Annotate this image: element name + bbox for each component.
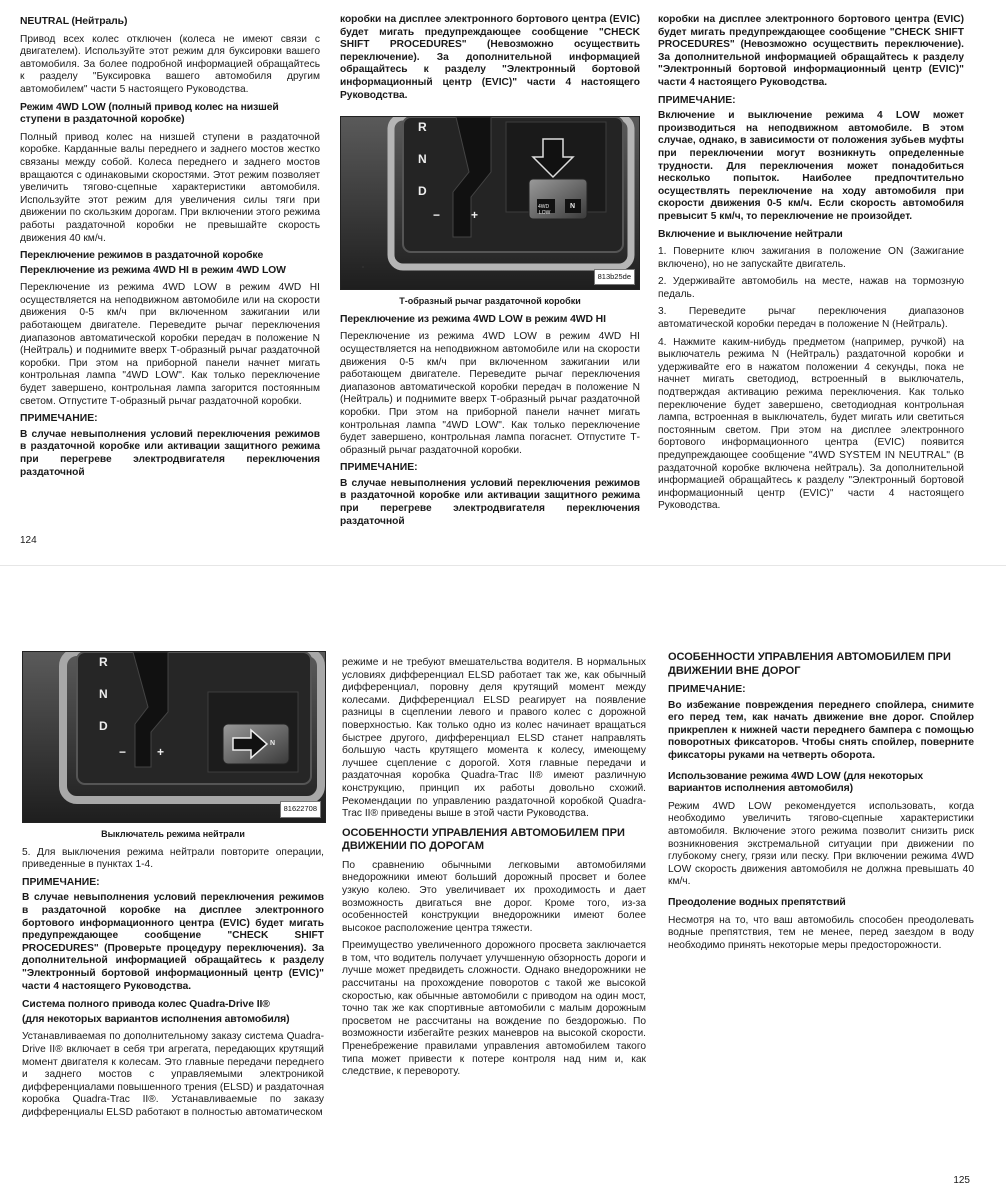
figure-code: 813b25de — [594, 269, 635, 286]
note-text: В случае невыполнения условий переключения режимов в раздаточной коробке или активации защитного режима при перегреве электродвигателя переключения раздаточной — [340, 477, 640, 527]
minus-label: − — [433, 208, 441, 223]
step-5: 5. Для выключения режима нейтрали повторите операции, приведенные в пунктах 1-4. — [22, 846, 324, 871]
button-n-label: N — [570, 203, 576, 211]
note-title: ПРИМЕЧАНИЕ: — [668, 684, 746, 695]
gear-label-r: R — [418, 120, 427, 135]
figure-code: 81622708 — [280, 801, 321, 818]
note-text: Включение и выключение режима 4 LOW может производиться на неподвижном автомобиле. В этом случае, однако, в зависимости от положения зубьев муфты при переключении могут возникнуть определенные трудности. Для переключения может понадобиться несколько попыток. Наиболее предпочтительно осуществлять переключение на ходу автомобиля при скорости движения 0-5 км/ч. Если скорость автомобиля превысит 5 км/ч, то переключение не произойдет. — [658, 110, 964, 222]
heading-quadra-drive: Система полного привода колес Quadra-Drive II® — [22, 999, 270, 1011]
page-124 — [0, 0, 1006, 565]
page124-column-2 — [340, 14, 640, 533]
heading-neutral-on-off: Включение и выключение нейтрали — [658, 228, 843, 240]
page-125 — [0, 595, 1006, 1200]
step-2: 2. Удерживайте автомобиль на месте, нажав на тормозную педаль. — [658, 276, 964, 300]
gear-label-d: D — [418, 184, 427, 199]
note-title: ПРИМЕЧАНИЕ: — [658, 94, 736, 106]
paragraph-quadra-drive: Устанавливаемая по дополнительному заказу система Quadra-Drive II® включает в себя три агрегата, передающих крутящий момент двигателя к колесам. Это главные передачи переднего и заднего мостов с управляемыми электроникой дифференциалами повышенного трения (ELSD) и раздаточная коробка Quadra-Trac II®. Устанавливаемые по заказу дифференциалы ELSD работают в полностью автоматическом — [22, 1031, 324, 1118]
heading-low-to-hi: Переключение из режима 4WD LOW в режим 4WD HI — [340, 313, 606, 325]
gear-label-r: R — [99, 655, 108, 669]
page-separator — [0, 565, 1006, 596]
paragraph-elsd-continuation: режиме и не требуют вмешательства водителя. В нормальных условиях дифференциал ELSD работает так же, как обычный дифференциал, поровну деля крутящий момент между колесами. Дифференциал ELSD реагирует на появление разницы в сцеплении левого и правого колес с дорожной поверхностью. Как только одно из колес начинает вращаться быстрее другого, дифференциал ELSD станет направлять большую часть крутящего момента к колесу, имеющему лучшее сцепление с дорогой. Хотя главные передачи и раздаточная коробка Quadra-Trac II® имеют различную конструкцию, принцип их работы довольно схожий. Рекомендации по управлению раздаточной коробкой Quadra-Trac II® приведены выше в этой части Руководства. — [342, 657, 646, 820]
gear-shifter-illustration — [341, 117, 639, 289]
step-3: 3. Переведите рычаг переключения диапазонов автоматической коробки передач в положение N (Нейтраль). — [658, 306, 964, 331]
neutral-switch-figure — [22, 651, 326, 823]
page125-column-2 — [342, 657, 646, 1084]
paragraph-on-road-1: По сравнению обычными легковыми автомобилями внедорожники имеют больший дорожный просвет и более узкую колею. Это увеличивает их проходимость и дает возможность двигаться вне дорог. Кроме того, из-за особенностей конструкции внедорожники имеют более высокое расположение центра тяжести. — [342, 859, 646, 934]
figure-caption: Выключатель режима нейтрали — [101, 829, 245, 839]
heading-transfer-switching: Переключение режимов в раздаточной коробке — [20, 250, 264, 262]
heading-neutral: NEUTRAL (Нейтраль) — [20, 16, 128, 27]
heading-4wd-low-usage: Использование режима 4WD LOW (для некоторых вариантов исполнения автомобиля) — [668, 770, 924, 795]
note-title: ПРИМЕЧАНИЕ: — [340, 462, 418, 474]
step-1: 1. Поверните ключ зажигания в положение ON (Зажигание включено), но не запускайте двигатель. — [658, 246, 964, 270]
note-text: Во избежание повреждения переднего спойлера, снимите его перед тем, как начать движение вне дорог. Спойлер прикреплен к нижней части переднего бампера с помощью поворотных фиксаторов. Чтобы снять спойлер, поверните фиксаторы руками на четверть оборота. — [668, 699, 974, 761]
button-n-label: N — [270, 740, 276, 747]
page124-column-3 — [658, 14, 964, 518]
paragraph-evic-continuation: коробки на дисплее электронного бортового центра (EVIC) будет мигать предупреждающее сообщение "CHECK SHIFT PROCEDURES" (Невозможно осуществить переключение). За дополнительной информацией обращайтесь к разделу "Электронный бортовой информационный центр (EVIC)" части 4 настоящего Руководства. — [340, 14, 640, 101]
note-text: В случае невыполнения условий переключения режимов в раздаточной коробке или активации защитного режима при перегреве электродвигателя переключения раздаточной — [20, 428, 320, 478]
note-title: ПРИМЕЧАНИЕ: — [20, 413, 98, 425]
gear-label-d: D — [99, 719, 108, 733]
heading-hi-to-low: Переключение из режима 4WD HI в режим 4WD LOW — [20, 264, 286, 276]
page125-column-1 — [22, 651, 324, 1124]
button-low-label: LOW — [539, 210, 551, 217]
page125-column-3 — [668, 651, 974, 957]
gear-shifter-illustration — [23, 652, 325, 822]
paragraph-evic-continuation: коробки на дисплее электронного бортового центра (EVIC) будет мигать предупреждающее сообщение "CHECK SHIFT PROCEDURES" (Невозможно осуществить переключение). За дополнительной информацией обращайтесь к разделу "Электронный бортовой информационный центр (EVIC)" части 4 настоящего Руководства. — [658, 14, 964, 88]
plus-label: + — [157, 745, 165, 759]
page124-column-1 — [20, 14, 320, 484]
paragraph-hi-to-low: Переключение из режима 4WD LOW в режим 4WD HI осуществляется на неподвижном автомобиле или на скорости движения 0-5 км/ч при включенном зажигании или работающем двигателе. Переведите рычаг переключения диапазонов автоматической коробки передач в положение N (Нейтраль) и поднимите вверх Т-образный рычаг раздаточной коробки. При этом на приборной панели начнет мигать контрольная лампа "4WD LOW". Как только переключение будет завершено, контрольная лампа загорится постоянным светом. Отпустите Т-образный рычаг раздаточной коробки. — [20, 282, 320, 407]
note-title: ПРИМЕЧАНИЕ: — [22, 876, 100, 888]
page-number: 125 — [953, 1175, 970, 1186]
step-4: 4. Нажмите каким-нибудь предметом (например, ручкой) на выключатель режима N (Нейтраль) раздаточной коробки и удерживайте его в нажатом положении 4 секунды, пока не начнет мигать светодиод, встроенный в выключатель, подтверждая активацию режима переключения. Как только переключение будет завершено, светодиодная контрольная лампа, встроенная в выключатель, будет мигать или светиться постоянным светом. При этом на дисплее электронного бортового информационного центра (EVIC) появится предупреждающее сообщение "4WD SYSTEM IN NEUTRAL" (В раздаточной коробке включена нейтраль). За дополнительной информацией обращайтесь к разделу "Электронный бортовой информационный центр (EVIC)" части 4 настоящего Руководства. — [658, 336, 964, 512]
gear-label-n: N — [99, 687, 108, 701]
paragraph-low-to-hi: Переключение из режима 4WD LOW в режим 4WD HI осуществляется на неподвижном автомобиле или на скорости движения 0-5 км/ч при включенном зажигании или работающем двигателе. Переведите рычаг переключения диапазонов автоматической коробки передач в положение N (Нейтраль) и поднимите вверх Т-образный рычаг раздаточной коробки. При этом на приборной панели начнет мигать контрольная лампа "4WD LOW". Как только переключение будет завершено, контрольная лампа погаснет. Отпустите Т-образный рычаг раздаточной коробки. — [340, 331, 640, 456]
heading-water-crossing: Преодоление водных препятствий — [668, 896, 846, 908]
plus-label: + — [471, 208, 479, 223]
paragraph-water-crossing: Несмотря на то, что ваш автомобиль способен преодолевать водные препятствия, тем не менее, перед заездом в воду необходимо принять некоторые меры предосторожности. — [668, 914, 974, 951]
heading-quadra-variants: (для некоторых вариантов исполнения автомобиля) — [22, 1013, 290, 1025]
button-4wd-label: 4WD — [538, 204, 550, 211]
paragraph-4wd-low-usage: Режим 4WD LOW рекомендуется использовать, когда необходимо увеличить тягово-сцепные характеристики автомобиля. Включение этого режима позволит снизить риск возникновения экстремальной ситуации при движении по глубокому снегу, грязи или песку. При включении режима 4WD LOW скорость движения автомобиля не должна превышать 40 км/ч. — [668, 800, 974, 888]
minus-label: − — [119, 745, 127, 759]
page-number: 124 — [20, 535, 37, 546]
note-text: В случае невыполнения условий переключения режимов в раздаточной коробке на дисплее электронного бортового информационного центра (EVIC) будет мигать предупреждающее сообщение "CHECK SHIFT PROCEDURES" (Проверьте процедуру переключения). За дополнительной информацией обращайтесь к разделу "Электронный бортовой информационный центр (EVIC)" части 4 настоящего Руководства. — [22, 892, 324, 992]
gear-label-n: N — [418, 152, 427, 167]
heading-off-road: ОСОБЕННОСТИ УПРАВЛЕНИЯ АВТОМОБИЛЕМ ПРИ ДВИЖЕНИИ ВНЕ ДОРОГ — [668, 651, 951, 677]
transfer-lever-figure — [340, 116, 640, 290]
paragraph-4wd-low: Полный привод колес на низшей ступени в раздаточной коробке. Карданные валы переднего и заднего мостов жестко связаны между собой. Колеса переднего и заднего мостов вращаются с одинаковыми скоростями. Этот режим позволяет увеличить тягово-сцепные характеристики автомобиля. Используйте этот режим для увеличения силы тяги при движении по скользким дорогам. При включении этого режима работы раздаточной коробки не превышайте скорость движения 40 км/ч. — [20, 131, 320, 244]
heading-4wd-low: Режим 4WD LOW (полный привод колес на низшей ступени в раздаточной коробке) — [20, 101, 279, 126]
paragraph-neutral: Привод всех колес отключен (колеса не имеют связи с двигателем). Используйте этот режим для буксировки вашего автомобиля. За более подробной информацией обращайтесь к разделу "Буксировка вашего автомобиля другим автомобилем" части 5 настоящего Руководства. — [20, 33, 320, 95]
figure-caption: Т-образный рычаг раздаточной коробки — [399, 296, 581, 307]
paragraph-on-road-2: Преимущество увеличенного дорожного просвета заключается в том, что водитель получает улучшенную обзорность дороги и лучше может предвидеть сложности. Однако внедорожники не рассчитаны на прохождение поворотов с такой же высокой скоростью, как обычные автомобили с приводом на один мост, точно так же как спортивные автомобили с малым дорожным просветом не рассчитаны на вождение по бездорожью. По возможности избегайте резких маневров на высокой скорости. Пренебрежение правилами управления автомобилем такого типа может привести к потере контроля над ним и, как следствие, к перевороту. — [342, 940, 646, 1078]
heading-on-road: ОСОБЕННОСТИ УПРАВЛЕНИЯ АВТОМОБИЛЕМ ПРИ ДВИЖЕНИИ ПО ДОРОГАМ — [342, 826, 625, 853]
